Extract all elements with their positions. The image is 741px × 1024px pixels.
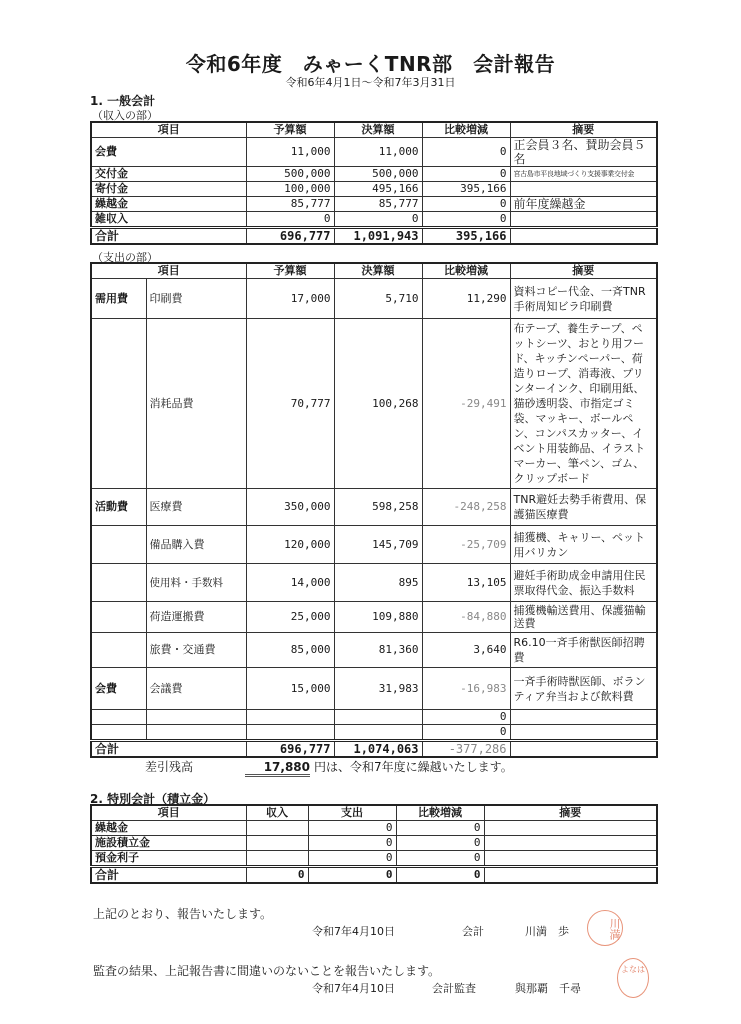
special-header-row [91,805,657,821]
col-item: 項目 [91,122,246,138]
audit-statement: 監査の結果、上記報告書に間違いのないことを報告いたします。 [93,964,441,978]
table-row [91,167,657,182]
memo-cell [510,212,657,228]
budget-cell: 85,777 [246,197,334,212]
item-cell: 雑収入 [91,212,246,228]
total-diff: 395,166 [422,228,510,245]
item-cell: 荷造運搬費 [146,602,246,633]
col-item: 項目 [91,263,246,279]
report-date: 令和7年4月10日 [312,925,395,938]
item-cell: 医療費 [146,489,246,526]
actual-cell: 495,166 [334,182,422,197]
item-cell: 会議費 [146,668,246,710]
diff-cell: -16,983 [422,668,510,710]
category-cell [91,710,146,725]
balance-amount: 17,880 [245,760,310,777]
total-row [91,228,657,245]
category-cell [91,602,146,633]
col-budget: 予算額 [246,122,334,138]
table-row [91,564,657,602]
audit-date: 令和7年4月10日 [312,982,395,995]
item-cell: 印刷費 [146,279,246,319]
category-cell [91,725,146,741]
category-cell: 活動費 [91,489,146,526]
category-cell [91,319,146,489]
budget-cell: 15,000 [246,668,334,710]
expense-table [90,262,658,758]
item-cell: 寄付金 [91,182,246,197]
table-row [91,319,657,489]
item-cell: 消耗品費 [146,319,246,489]
income-subheading: （収入の部） [92,109,158,122]
actual-cell: 31,983 [334,668,422,710]
actual-cell: 81,360 [334,633,422,668]
table-row [91,138,657,167]
total-budget: 696,777 [246,741,334,758]
table-row [91,602,657,633]
diff-cell: -84,880 [422,602,510,633]
diff-cell: 0 [422,212,510,228]
table-row [91,526,657,564]
total-row [91,867,657,884]
income-table [90,121,658,245]
special-account-heading: 2. 特別会計（積立金） [90,792,216,806]
memo-cell [510,725,657,741]
item-cell: 使用料・手数料 [146,564,246,602]
total-diff: -377,286 [422,741,510,758]
budget-cell: 25,000 [246,602,334,633]
budget-cell: 100,000 [246,182,334,197]
category-cell [91,633,146,668]
item-cell: 繰越金 [91,821,246,836]
table-row [91,710,657,725]
item-cell: 交付金 [91,167,246,182]
col-memo: 摘要 [510,263,657,279]
table-row [91,212,657,228]
col-memo: 摘要 [484,805,657,821]
diff-cell: -25,709 [422,526,510,564]
diff-cell: 13,105 [422,564,510,602]
item-cell: 施設積立金 [91,836,246,851]
actual-cell: 100,268 [334,319,422,489]
table-row [91,836,657,851]
total-diff: 0 [396,867,484,884]
table-row [91,668,657,710]
diff-cell: 0 [422,725,510,741]
category-cell: 会費 [91,668,146,710]
table-row [91,489,657,526]
budget-cell: 14,000 [246,564,334,602]
actual-cell: 109,880 [334,602,422,633]
col-actual: 決算額 [334,122,422,138]
actual-cell: 145,709 [334,526,422,564]
col-income: 収入 [246,805,308,821]
diff-cell: 0 [422,138,510,167]
item-cell [146,710,246,725]
expense-cell: 0 [308,836,396,851]
page-title: 令和6年度 みゃーくTNR部 会計報告 [185,52,556,76]
actual-cell: 85,777 [334,197,422,212]
actual-cell [334,725,422,741]
memo-cell [484,821,657,836]
col-diff: 比較増減 [396,805,484,821]
col-diff: 比較増減 [422,122,510,138]
diff-cell: 395,166 [422,182,510,197]
income-cell [246,851,308,867]
budget-cell: 350,000 [246,489,334,526]
item-cell: 会費 [91,138,246,167]
diff-cell: 3,640 [422,633,510,668]
budget-cell: 17,000 [246,279,334,319]
item-cell: 旅費・交通費 [146,633,246,668]
diff-cell: 0 [422,710,510,725]
balance-label: 差引残高 [145,760,194,774]
memo-cell [510,710,657,725]
category-cell [91,526,146,564]
memo-cell: R6.10一斉手術獣医師招聘費 [510,633,657,668]
actual-cell: 0 [334,212,422,228]
table-row [91,182,657,197]
auditor-seal: よなは [617,958,649,998]
item-cell: 預金利子 [91,851,246,867]
report-role: 会計 [462,925,484,938]
table-row [91,279,657,319]
table-row [91,633,657,668]
table-row [91,821,657,836]
col-budget: 予算額 [246,263,334,279]
memo-cell: TNR避妊去勢手術費用、保護猫医療費 [510,489,657,526]
col-expense: 支出 [308,805,396,821]
memo-cell [510,182,657,197]
total-memo [510,741,657,758]
expense-cell: 0 [308,821,396,836]
actual-cell: 500,000 [334,167,422,182]
item-cell: 備品購入費 [146,526,246,564]
memo-cell: 正会員３名、賛助会員５名 [510,138,657,167]
budget-cell: 0 [246,212,334,228]
actual-cell: 11,000 [334,138,422,167]
income-cell [246,821,308,836]
diff-cell: 11,290 [422,279,510,319]
balance-text: 円は、令和7年度に繰越いたします。 [314,760,513,774]
total-label: 合計 [91,228,246,245]
memo-cell: 捕獲機輸送費用、保護猫輸送費 [510,602,657,633]
diff-cell: -248,258 [422,489,510,526]
report-period: 令和6年4月1日～令和7年3月31日 [285,76,456,89]
income-cell [246,836,308,851]
total-row [91,741,657,758]
item-cell [146,725,246,741]
diff-cell: 0 [396,836,484,851]
memo-cell [484,836,657,851]
actual-cell: 895 [334,564,422,602]
diff-cell: 0 [422,167,510,182]
report-statement: 上記のとおり、報告いたします。 [93,907,273,921]
total-expense: 0 [308,867,396,884]
accountant-seal: 川満 [587,910,623,946]
table-row [91,725,657,741]
col-memo: 摘要 [510,122,657,138]
special-table [90,804,658,884]
audit-name: 與那覇 千尋 [515,982,581,995]
col-item: 項目 [91,805,246,821]
total-memo [484,867,657,884]
total-memo [510,228,657,245]
memo-cell [484,851,657,867]
report-name: 川満 歩 [525,925,569,938]
diff-cell: 0 [396,821,484,836]
total-actual: 1,074,063 [334,741,422,758]
budget-cell: 85,000 [246,633,334,668]
diff-cell: -29,491 [422,319,510,489]
general-account-heading: 1. 一般会計 [90,94,156,108]
memo-cell: 一斉手術時獣医師、ボランティア弁当および飲料費 [510,668,657,710]
memo-cell: 宮古島市平良地域づくり支援事業交付金 [510,167,657,182]
total-budget: 696,777 [246,228,334,245]
income-header-row [91,122,657,138]
memo-cell: 資料コピー代金、一斉TNR手術周知ビラ印刷費 [510,279,657,319]
category-cell: 需用費 [91,279,146,319]
budget-cell [246,710,334,725]
memo-cell: 前年度繰越金 [510,197,657,212]
audit-role: 会計監査 [432,982,476,995]
actual-cell: 598,258 [334,489,422,526]
total-income: 0 [246,867,308,884]
budget-cell: 500,000 [246,167,334,182]
diff-cell: 0 [396,851,484,867]
table-row [91,851,657,867]
table-row [91,197,657,212]
col-diff: 比較増減 [422,263,510,279]
expense-header-row [91,263,657,279]
budget-cell: 120,000 [246,526,334,564]
col-actual: 決算額 [334,263,422,279]
diff-cell: 0 [422,197,510,212]
category-cell [91,564,146,602]
memo-cell: 捕獲機、キャリー、ペット用バリカン [510,526,657,564]
actual-cell [334,710,422,725]
total-label: 合計 [91,867,246,884]
expense-cell: 0 [308,851,396,867]
budget-cell: 11,000 [246,138,334,167]
budget-cell: 70,777 [246,319,334,489]
memo-cell: 布テープ、養生テープ、ペットシーツ、おとり用フード、キッチンペーパー、荷造りロープ、消毒液、プリンターインク、印刷用紙、猫砂透明袋、市指定ゴミ袋、マッキー、ボールペン、コンパスカッター、イベント用装飾品、イラストマーカー、筆ペン、ゴム、クリップボード [510,319,657,489]
actual-cell: 5,710 [334,279,422,319]
memo-cell: 避妊手術助成金申請用住民票取得代金、振込手数料 [510,564,657,602]
balance-line [145,758,513,777]
total-label: 合計 [91,741,246,758]
expense-subheading: （支出の部） [92,251,158,264]
item-cell: 繰越金 [91,197,246,212]
total-actual: 1,091,943 [334,228,422,245]
budget-cell [246,725,334,741]
